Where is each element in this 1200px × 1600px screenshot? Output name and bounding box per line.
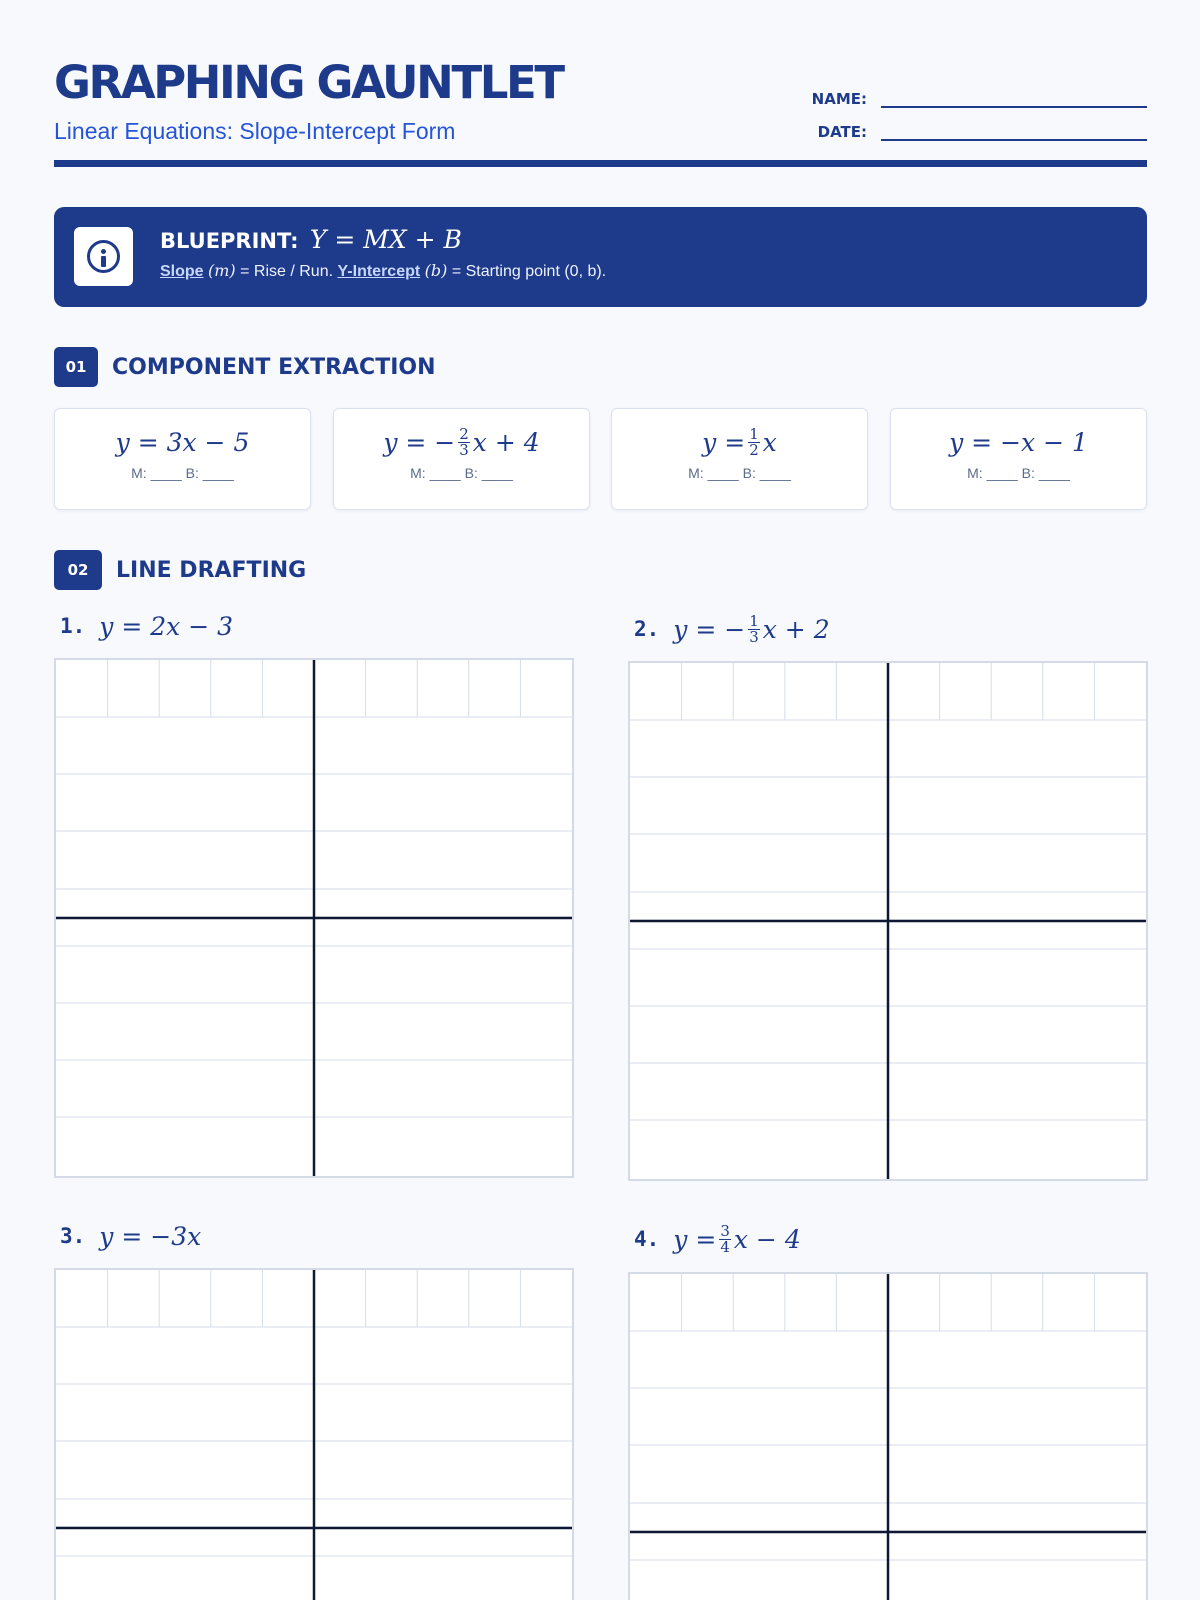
blueprint-formula: Y = MX + B bbox=[309, 225, 462, 254]
graph-grid-4[interactable] bbox=[628, 1272, 1148, 1600]
page-subtitle: Linear Equations: Slope-Intercept Form bbox=[54, 118, 456, 144]
extraction-card-4 bbox=[890, 408, 1147, 510]
page-title: GRAPHING GAUNTLET bbox=[54, 56, 563, 109]
intercept-term: Y-Intercept bbox=[337, 263, 421, 280]
card-equation: y = 3x − 5 bbox=[115, 427, 250, 457]
problem-4-label: 4. y = $\frac{3}{4}$ x − 4 bbox=[634, 1221, 801, 1256]
section-1-title: COMPONENT EXTRACTION bbox=[112, 355, 436, 380]
blueprint-banner bbox=[54, 207, 1147, 307]
blueprint-heading bbox=[160, 225, 462, 254]
name-input-line[interactable] bbox=[881, 90, 1147, 108]
grid-svg bbox=[630, 663, 1146, 1179]
grid-svg bbox=[56, 660, 572, 1176]
name-field[interactable] bbox=[797, 90, 1147, 108]
section-2-badge: 02 bbox=[54, 550, 102, 590]
card-mb-prompt[interactable]: M: ____ B: ____ bbox=[688, 465, 791, 481]
section-1-badge: 01 bbox=[54, 347, 98, 387]
date-input-line[interactable] bbox=[881, 123, 1147, 141]
intercept-definition: = Starting point (0, b). bbox=[447, 263, 607, 280]
graph-grid-2[interactable] bbox=[628, 661, 1148, 1181]
problem-1-label: 1. y = 2x − 3 bbox=[60, 611, 234, 641]
graph-grid-3[interactable] bbox=[54, 1268, 574, 1600]
slope-variable: (m) bbox=[208, 261, 236, 280]
extraction-card-1 bbox=[54, 408, 311, 510]
date-field[interactable] bbox=[797, 123, 1147, 141]
card-equation: y = −x − 1 bbox=[949, 427, 1088, 457]
info-icon bbox=[87, 240, 120, 273]
graph-grid-1[interactable] bbox=[54, 658, 574, 1178]
name-label: NAME: bbox=[811, 90, 867, 108]
blueprint-definition bbox=[160, 261, 606, 281]
problem-2-label: 2. y = − $\frac{1}{3}$ x + 2 bbox=[634, 611, 830, 646]
fraction: $\frac{3}{4}$ bbox=[720, 1221, 730, 1256]
slope-definition: = Rise / Run. bbox=[235, 263, 338, 280]
fraction: $\frac{2}{3}$ bbox=[459, 424, 469, 459]
extraction-card-3 bbox=[611, 408, 868, 510]
section-2-title: LINE DRAFTING bbox=[116, 558, 307, 583]
grid-svg bbox=[630, 1274, 1146, 1600]
card-mb-prompt[interactable]: M: ____ B: ____ bbox=[410, 465, 513, 481]
card-mb-prompt[interactable]: M: ____ B: ____ bbox=[131, 465, 234, 481]
worksheet-header bbox=[54, 56, 1147, 168]
date-label: DATE: bbox=[817, 123, 867, 141]
blueprint-label: BLUEPRINT: bbox=[160, 229, 299, 253]
grid-svg bbox=[56, 1270, 572, 1600]
info-icon-box bbox=[74, 227, 133, 286]
problem-3-label: 3. y = −3x bbox=[60, 1221, 202, 1251]
extraction-card-2 bbox=[333, 408, 590, 510]
intercept-variable: (b) bbox=[424, 261, 448, 280]
card-equation: y = $\frac{1}{2}$ x bbox=[702, 424, 777, 459]
fraction: $\frac{1}{2}$ bbox=[749, 424, 759, 459]
card-equation: y = − $\frac{2}{3}$ x + 4 bbox=[383, 424, 540, 459]
card-mb-prompt[interactable]: M: ____ B: ____ bbox=[967, 465, 1070, 481]
fraction: $\frac{1}{3}$ bbox=[749, 611, 759, 646]
slope-term: Slope bbox=[160, 263, 204, 280]
header-divider bbox=[54, 160, 1147, 167]
